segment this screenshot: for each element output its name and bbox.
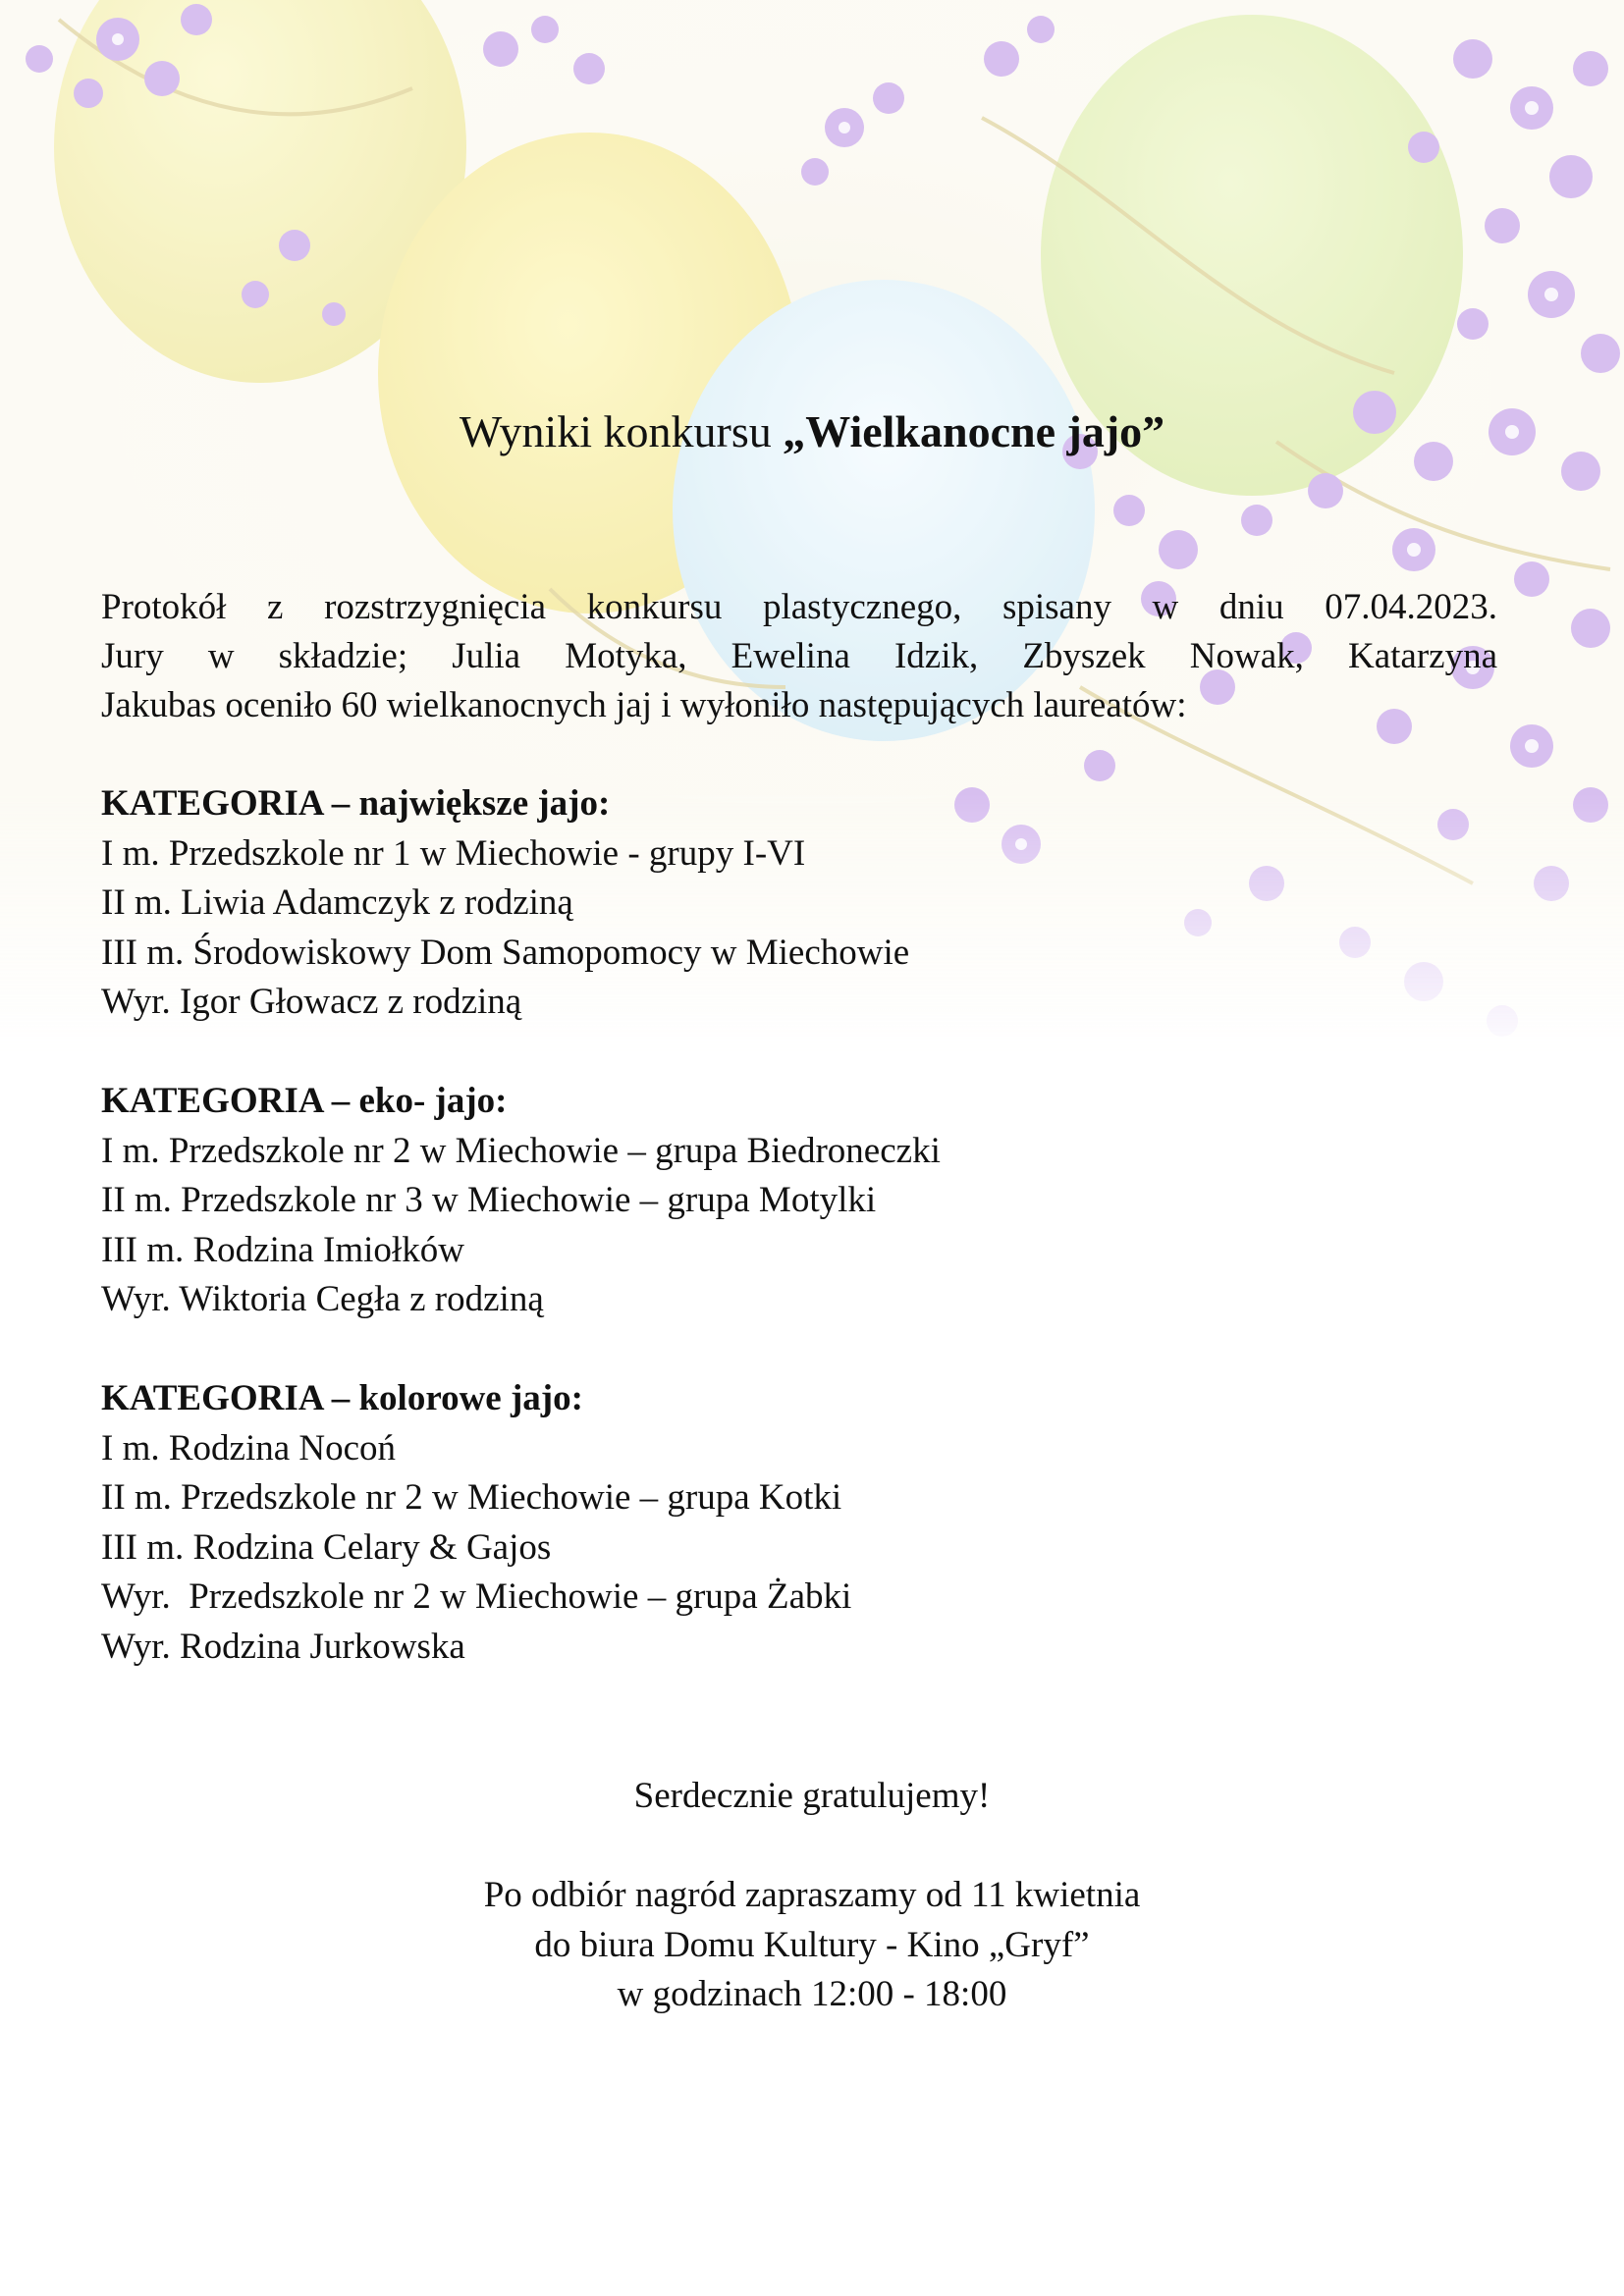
category-entry: II m. Przedszkole nr 3 w Miechowie – grupa Motylki — [101, 1180, 877, 1220]
category-entry: III m. Środowiskowy Dom Samopomocy w Miechowie — [101, 932, 910, 973]
prize-info-line: Po odbiór nagród zapraszamy od 11 kwietnia — [483, 1875, 1141, 1915]
category-title: KATEGORIA – eko- jajo: — [101, 1081, 508, 1121]
category-entry: I m. Rodzina Nocoń — [101, 1427, 397, 1468]
category-entry: I m. Przedszkole nr 2 w Miechowie – grupa Biedroneczki — [101, 1130, 941, 1171]
prize-info-line: do biura Domu Kultury - Kino „Gryf” — [534, 1924, 1090, 1965]
category-eco-egg — [101, 1077, 1495, 1325]
prize-info-line: w godzinach 12:00 - 18:00 — [617, 1974, 1007, 2014]
category-colorful-egg — [101, 1374, 1495, 1672]
page-title — [0, 402, 1624, 461]
category-largest-egg — [101, 779, 1495, 1028]
congratulations-line: Serdecznie gratulujemy! — [633, 1776, 991, 1816]
category-title: KATEGORIA – największe jajo: — [101, 783, 611, 824]
category-entry: Wyr. Igor Głowacz z rodziną — [101, 982, 522, 1022]
intro-line: Protokół z rozstrzygnięcia konkursu plastycznego, spisany w dniu 07.04.2023. — [101, 587, 1497, 627]
intro-paragraph — [101, 583, 1497, 730]
category-entry: Wyr. Przedszkole nr 2 w Miechowie – grupa Żabki — [101, 1576, 852, 1617]
category-entry: Wyr. Rodzina Jurkowska — [101, 1626, 465, 1667]
title-prefix: Wyniki konkursu — [459, 406, 784, 456]
congratulations-text — [0, 1772, 1624, 1822]
category-entry: III m. Rodzina Imiołków — [101, 1229, 464, 1270]
category-entry: III m. Rodzina Celary & Gajos — [101, 1526, 552, 1568]
category-entry: II m. Liwia Adamczyk z rodziną — [101, 882, 573, 923]
intro-line: Jury w składzie; Julia Motyka, Ewelina Idzik, Zbyszek Nowak, Katarzyna — [101, 636, 1497, 676]
category-entry: II m. Przedszkole nr 2 w Miechowie – grupa Kotki — [101, 1477, 842, 1518]
category-entry: I m. Przedszkole nr 1 w Miechowie - grupy I-VI — [101, 832, 806, 874]
intro-line: Jakubas oceniło 60 wielkanocnych jaj i wyłoniło następujących laureatów: — [101, 685, 1187, 725]
category-title: KATEGORIA – kolorowe jajo: — [101, 1378, 583, 1418]
title-highlight: „Wielkanocne jajo” — [783, 406, 1165, 456]
category-entry: Wyr. Wiktoria Cegła z rodziną — [101, 1279, 544, 1319]
prize-info — [0, 1871, 1624, 2020]
